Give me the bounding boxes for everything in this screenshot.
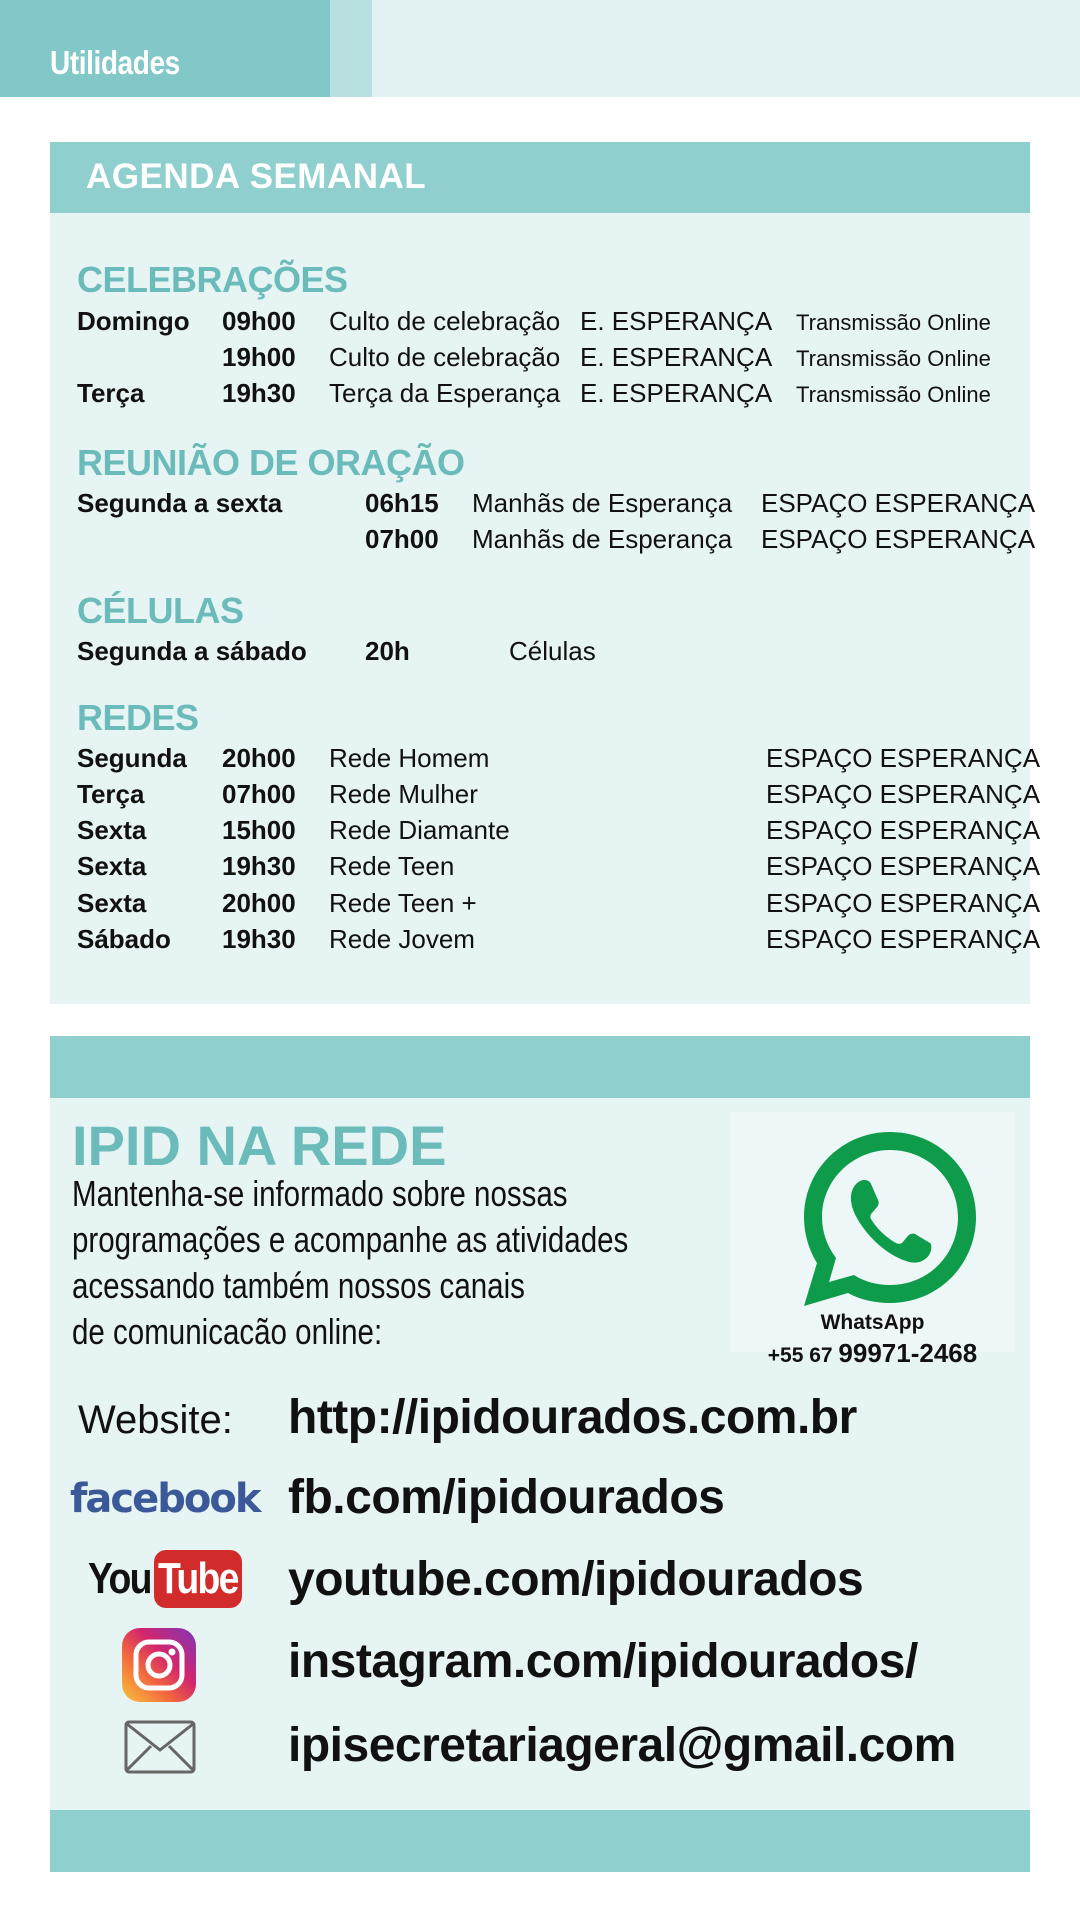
- row-event: Rede Jovem: [329, 924, 475, 954]
- row-time: 20h: [365, 636, 410, 666]
- row-time: 20h00: [222, 888, 296, 918]
- row-event: Terça da Esperança: [329, 378, 561, 408]
- row-event: Rede Diamante: [329, 815, 510, 845]
- row-place: ESPAÇO ESPERANÇA: [761, 524, 1036, 554]
- agenda-title: AGENDA SEMANAL: [86, 157, 427, 196]
- phone-prefix: +55 67: [767, 1344, 833, 1367]
- youtube-row: [50, 1550, 1030, 1620]
- whatsapp-icon[interactable]: [790, 1118, 990, 1318]
- row-note: Transmissão Online: [796, 346, 991, 371]
- table-row: [50, 306, 1030, 340]
- table-row: [50, 924, 1041, 958]
- header-segment-light: [372, 0, 1080, 97]
- phone-number: 99971-2468: [838, 1338, 978, 1368]
- row-day: Sexta: [77, 888, 147, 918]
- website-label: Website:: [78, 1398, 233, 1442]
- whatsapp-phone[interactable]: [730, 1338, 1015, 1369]
- facebook-logo: facebook: [70, 1476, 260, 1522]
- agenda-header: [50, 142, 1030, 213]
- row-day: Segunda a sexta: [77, 488, 283, 518]
- instagram-link[interactable]: instagram.com/ipidourados/: [288, 1635, 918, 1688]
- row-time: 19h30: [222, 924, 296, 954]
- desc-line: Mantenha-se informado sobre nossas: [72, 1173, 568, 1214]
- top-header-bar: [0, 0, 1080, 97]
- row-event: Células: [509, 636, 596, 666]
- table-row: [50, 743, 1041, 777]
- desc-line: acessando também nossos canais: [72, 1265, 525, 1306]
- row-note: Transmissão Online: [796, 382, 991, 407]
- online-bottom-band: [50, 1810, 1030, 1872]
- whatsapp-label: WhatsApp: [820, 1311, 925, 1334]
- table-row: [50, 779, 1041, 813]
- row-event: Rede Mulher: [329, 779, 478, 809]
- row-time: 06h15: [365, 488, 439, 518]
- youtube-link[interactable]: youtube.com/ipidourados: [288, 1553, 864, 1606]
- row-place: ESPAÇO ESPERANÇA: [766, 888, 1041, 918]
- row-event: Culto de celebração: [329, 342, 561, 372]
- row-time: 07h00: [365, 524, 439, 554]
- row-note: Transmissão Online: [796, 310, 991, 335]
- section-label: Utilidades: [50, 44, 180, 81]
- table-row: [50, 524, 1036, 558]
- row-day: Segunda a sábado: [77, 636, 307, 666]
- row-event: Manhãs de Esperança: [472, 524, 733, 554]
- row-time: 19h00: [222, 342, 296, 372]
- row-place: ESPAÇO ESPERANÇA: [761, 488, 1036, 518]
- instagram-icon: [122, 1628, 196, 1702]
- row-day: Sábado: [77, 924, 171, 954]
- online-top-band: [50, 1036, 1030, 1098]
- table-row: [50, 342, 1030, 376]
- table-row: [50, 636, 1030, 670]
- row-time: 15h00: [222, 815, 296, 845]
- row-day: Sexta: [77, 851, 147, 881]
- table-row: [50, 378, 1030, 412]
- online-title: IPID NA REDE: [72, 1114, 447, 1177]
- row-time: 20h00: [222, 743, 296, 773]
- row-place: ESPAÇO ESPERANÇA: [766, 815, 1041, 845]
- desc-line: de comunicacão online:: [72, 1311, 383, 1352]
- row-event: Rede Teen: [329, 851, 455, 881]
- table-row: [50, 815, 1041, 849]
- row-place: ESPAÇO ESPERANÇA: [766, 851, 1041, 881]
- row-place: ESPAÇO ESPERANÇA: [766, 779, 1041, 809]
- youtube-logo-tube: Tube: [158, 1554, 238, 1603]
- row-place: E. ESPERANÇA: [580, 342, 773, 372]
- row-time: 07h00: [222, 779, 296, 809]
- row-day: Sexta: [77, 815, 147, 845]
- table-row: [50, 488, 1036, 522]
- row-time: 19h30: [222, 378, 296, 408]
- row-day: Terça: [77, 378, 145, 408]
- row-event: Rede Homem: [329, 743, 490, 773]
- instagram-row: [50, 1632, 1030, 1702]
- youtube-logo-you: You: [88, 1554, 151, 1603]
- header-segment-mid: [330, 0, 372, 97]
- online-description: [72, 1171, 662, 1355]
- celulas-title: CÉLULAS: [77, 590, 244, 631]
- row-event: Rede Teen +: [329, 888, 477, 918]
- row-place: E. ESPERANÇA: [580, 306, 773, 336]
- youtube-logo: [88, 1550, 238, 1610]
- online-card: [50, 1036, 1030, 1872]
- row-place: ESPAÇO ESPERANÇA: [766, 743, 1041, 773]
- table-row: [50, 851, 1041, 885]
- row-day: Segunda: [77, 743, 187, 773]
- facebook-link[interactable]: fb.com/ipidourados: [288, 1471, 725, 1524]
- email-link[interactable]: ipisecretariageral@gmail.com: [288, 1719, 956, 1772]
- mail-icon: [124, 1720, 196, 1774]
- row-place: ESPAÇO ESPERANÇA: [766, 924, 1041, 954]
- row-time: 19h30: [222, 851, 296, 881]
- website-link[interactable]: http://ipidourados.com.br: [288, 1391, 857, 1444]
- email-row: [50, 1716, 1030, 1786]
- oracao-title: REUNIÃO DE ORAÇÃO: [77, 442, 465, 483]
- row-event: Manhãs de Esperança: [472, 488, 733, 518]
- agenda-card: [50, 142, 1041, 1004]
- row-time: 09h00: [222, 306, 296, 336]
- row-day: Domingo: [77, 306, 190, 336]
- redes-title: REDES: [77, 697, 199, 738]
- website-row: [50, 1388, 1030, 1458]
- row-place: E. ESPERANÇA: [580, 378, 773, 408]
- table-row: [50, 888, 1041, 922]
- row-event: Culto de celebração: [329, 306, 561, 336]
- desc-line: programações e acompanhe as atividades: [72, 1219, 629, 1260]
- row-day: Terça: [77, 779, 145, 809]
- facebook-row: [50, 1468, 1030, 1538]
- celebracoes-title: CELEBRAÇÕES: [77, 259, 348, 300]
